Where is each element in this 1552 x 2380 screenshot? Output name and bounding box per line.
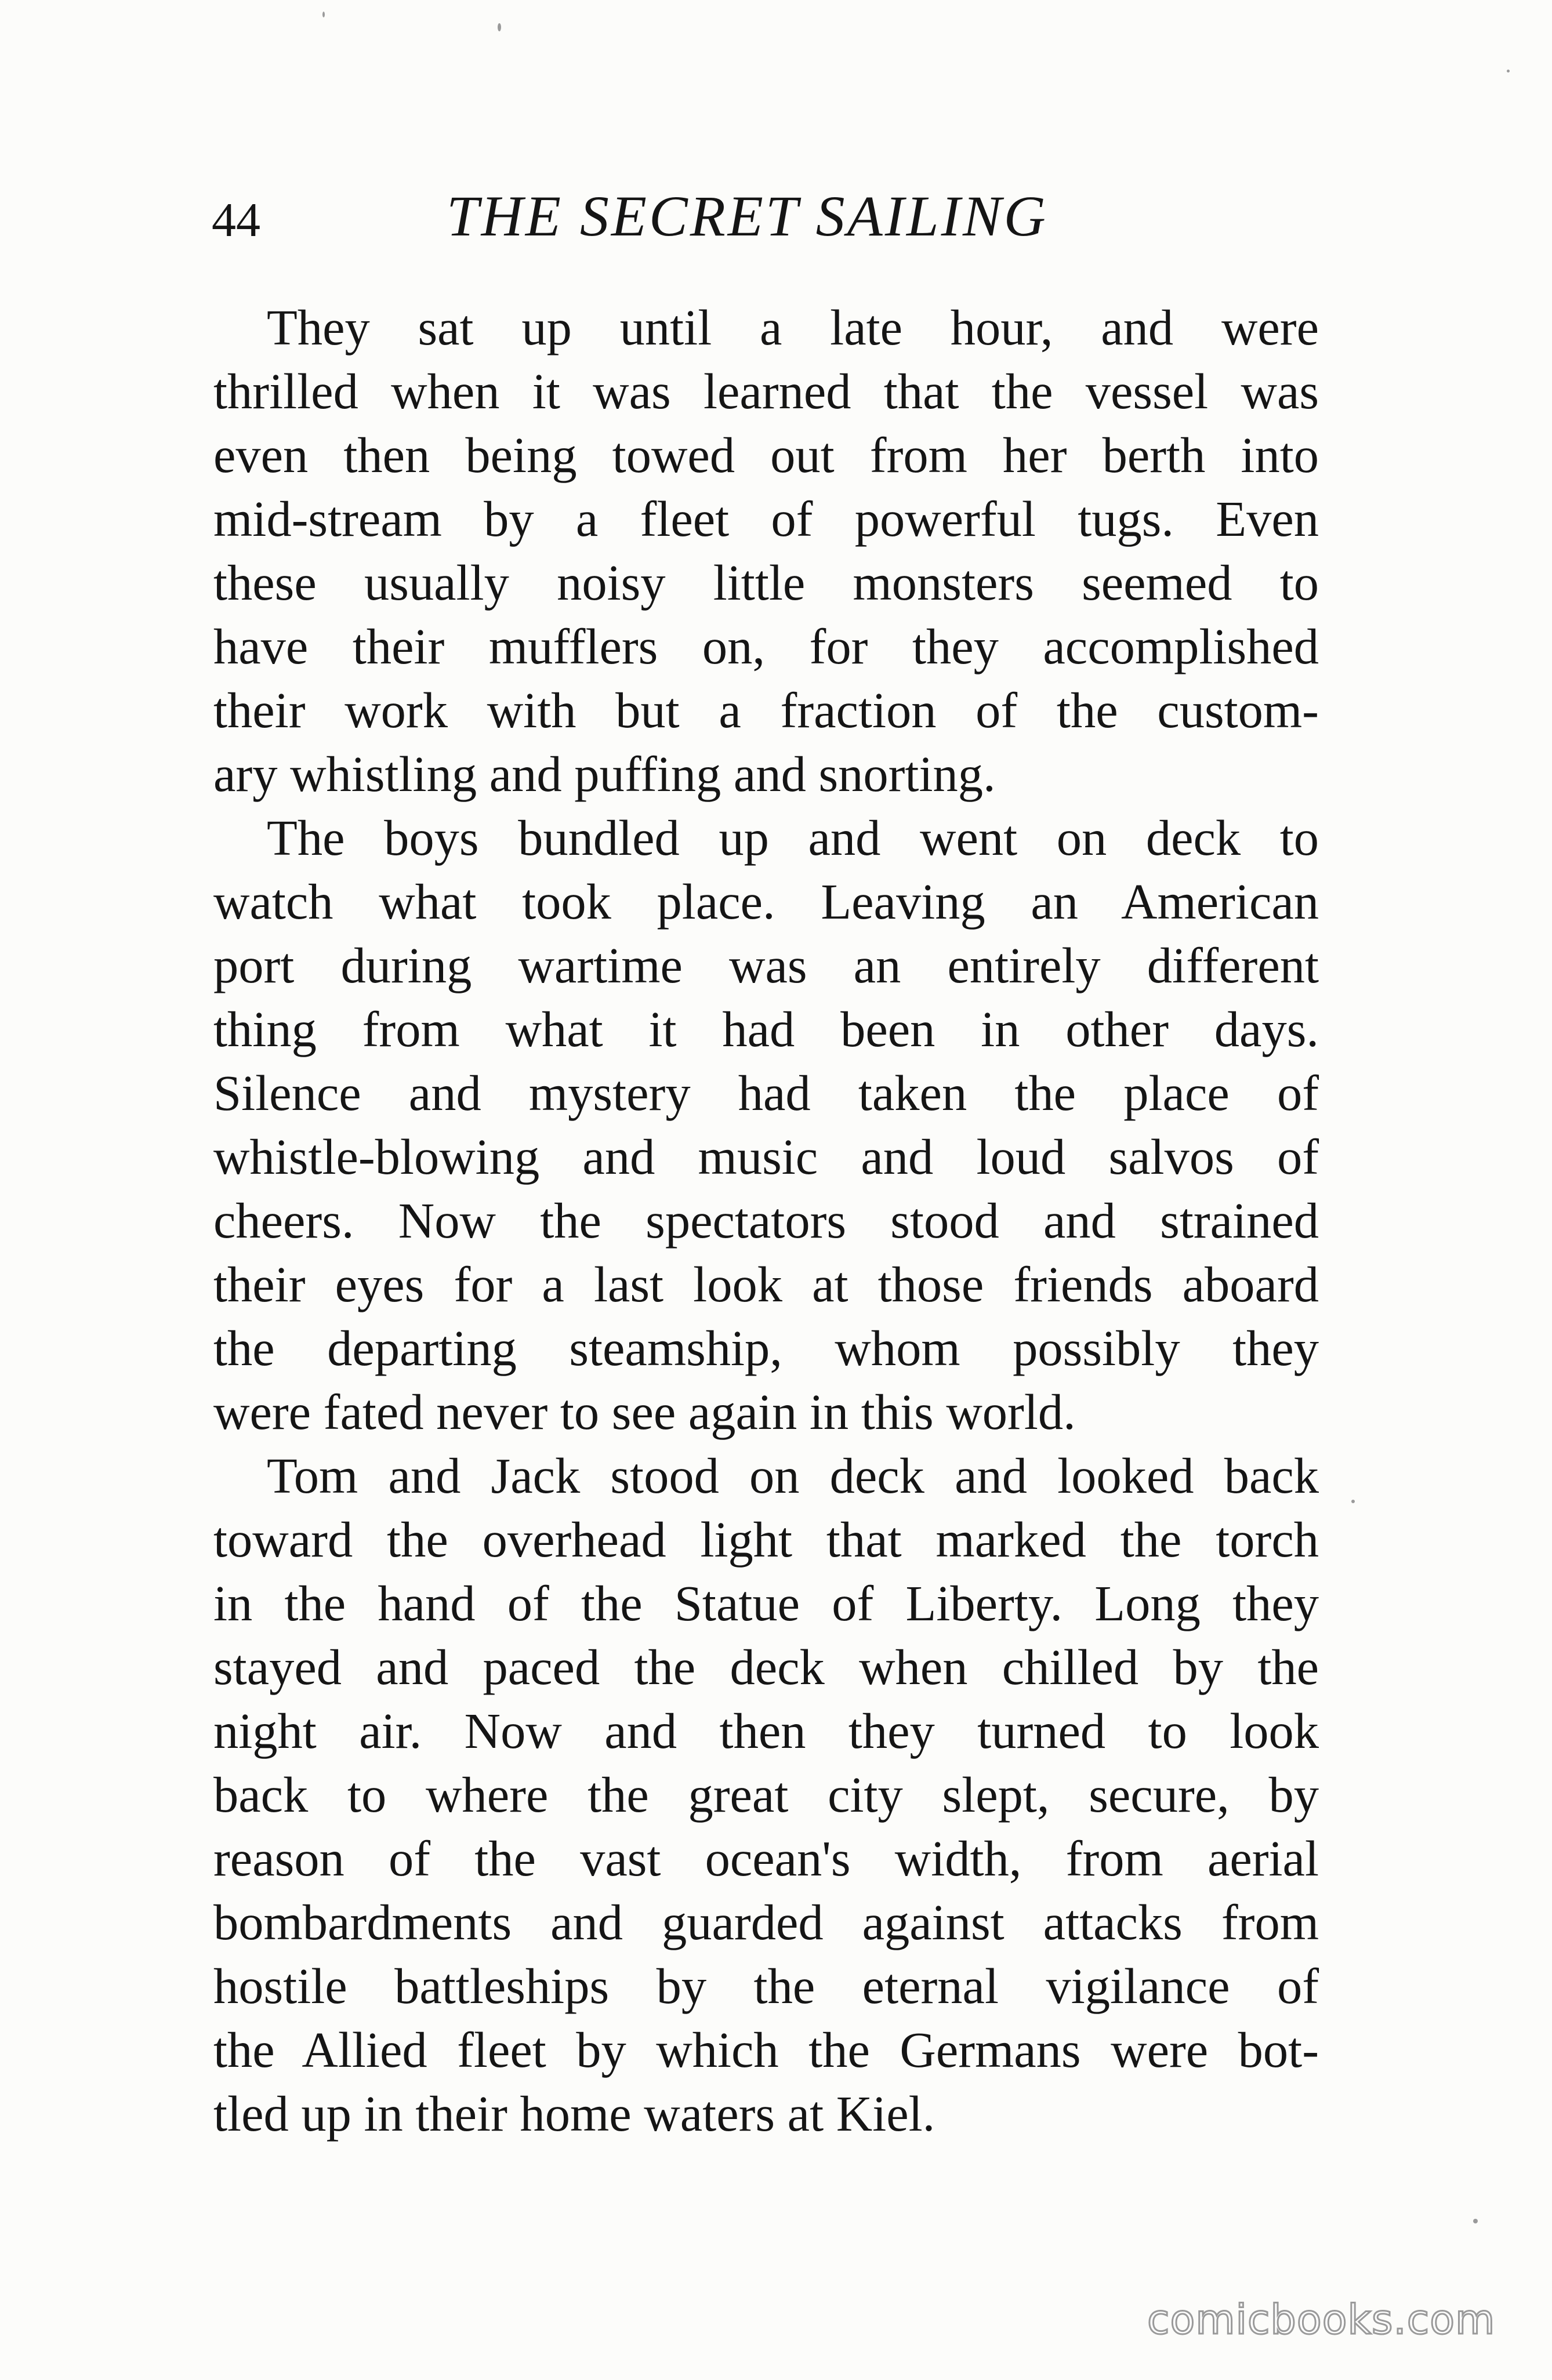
text-line: toward the overhead light that marked the torch	[213, 1512, 1319, 1568]
text-line: back to where the great city slept, secure, by	[213, 1767, 1319, 1823]
text-line: were fated never to see again in this world.	[213, 1384, 1076, 1440]
text-line: reason of the vast ocean's width, from aerial	[213, 1831, 1319, 1886]
text-line: their work with but a fraction of the custom-	[213, 683, 1319, 738]
text-line: stayed and paced the deck when chilled by the	[213, 1639, 1319, 1695]
text-line: tled up in their home waters at Kiel.	[213, 2086, 935, 2142]
text-line: the Allied fleet by which the Germans were bot-	[213, 2022, 1319, 2078]
scan-speck	[498, 23, 501, 31]
text-line: hostile battleships by the eternal vigilance of	[213, 1958, 1319, 2014]
text-line: port during wartime was an entirely different	[213, 938, 1319, 993]
text-line: night air. Now and then they turned to look	[213, 1703, 1319, 1759]
text-line: mid-stream by a fleet of powerful tugs. Even	[213, 491, 1319, 547]
text-line: cheers. Now the spectators stood and strained	[213, 1193, 1319, 1249]
scan-speck	[322, 12, 325, 17]
text-line: have their mufflers on, for they accomplished	[213, 619, 1319, 674]
watermark-logo: comicbooks.com	[1147, 2296, 1496, 2343]
running-title: THE SECRET SAILING	[447, 184, 1048, 248]
text-line: even then being towed out from her berth into	[213, 427, 1319, 483]
text-line: The boys bundled up and went on deck to	[267, 810, 1319, 866]
text-line: bombardments and guarded against attacks from	[213, 1895, 1319, 1950]
scan-speck	[1473, 2219, 1478, 2223]
body-text	[213, 296, 1319, 2146]
text-line: ary whistling and puffing and snorting.	[213, 746, 996, 802]
text-line: in the hand of the Statue of Liberty. Long they	[213, 1576, 1319, 1631]
scan-speck	[1351, 1500, 1355, 1503]
text-line: the departing steamship, whom possibly they	[213, 1320, 1319, 1376]
text-line: They sat up until a late hour, and were	[267, 300, 1319, 355]
page-number: 44	[212, 193, 260, 247]
scan-speck	[1507, 70, 1510, 72]
page-header	[212, 184, 1319, 254]
text-line: Silence and mystery had taken the place of	[213, 1065, 1319, 1121]
text-line: thing from what it had been in other days.	[213, 1002, 1319, 1057]
text-line: whistle-blowing and music and loud salvos of	[213, 1129, 1319, 1185]
text-line: watch what took place. Leaving an American	[213, 874, 1319, 930]
text-line: Tom and Jack stood on deck and looked back	[267, 1448, 1319, 1504]
text-line: these usually noisy little monsters seemed to	[213, 555, 1319, 611]
text-line: their eyes for a last look at those friends aboard	[213, 1257, 1319, 1312]
text-line: thrilled when it was learned that the vessel was	[213, 364, 1319, 419]
